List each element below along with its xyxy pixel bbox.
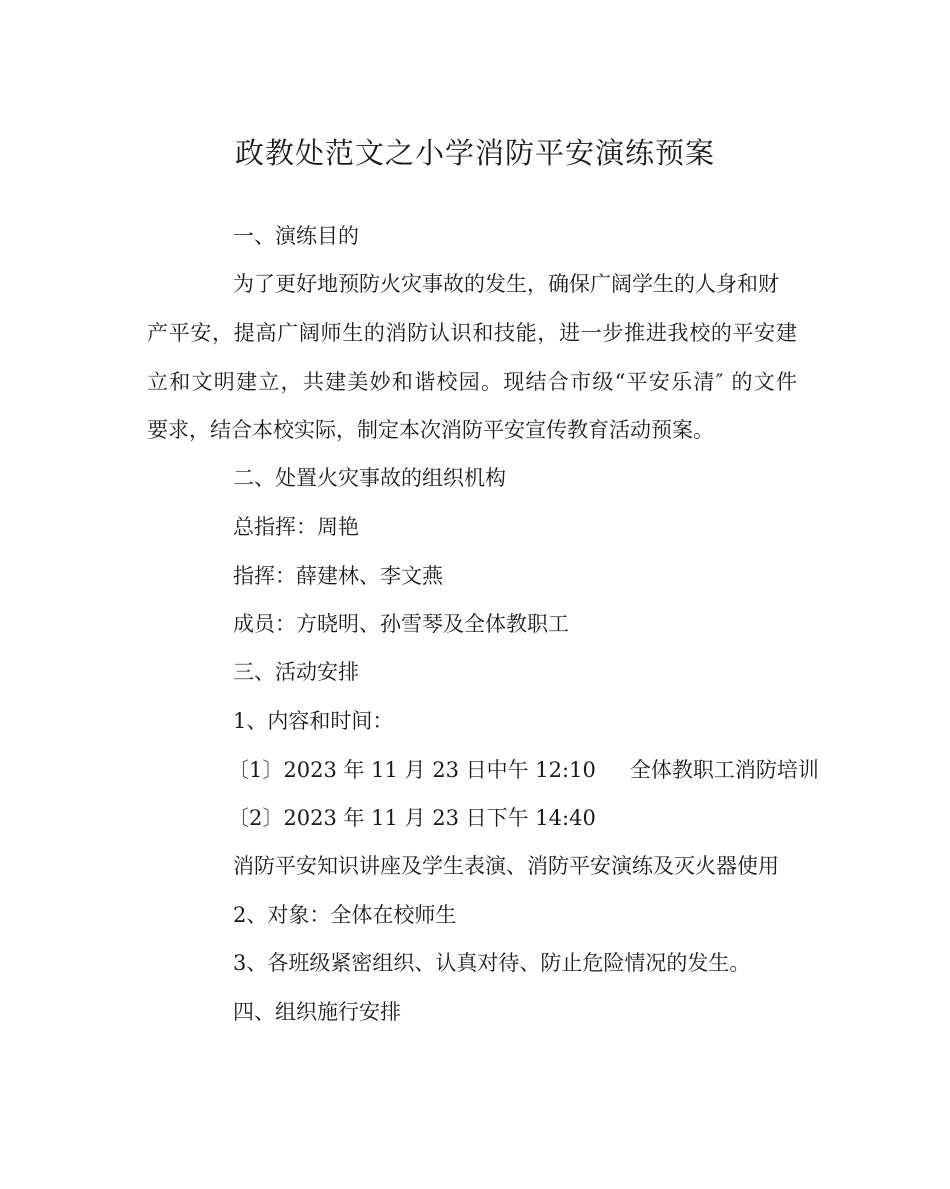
section-heading-activities: 三、活动安排 — [233, 660, 359, 684]
members-line: 成员：方晓明、孙雪琴及全体教职工 — [233, 612, 569, 636]
paragraph-purpose-line-3: 立和文明建立，共建美妙和谐校园。现结合市级“平安乐清″ 的文件 — [147, 370, 797, 394]
commander-line: 总指挥：周艳 — [233, 515, 359, 539]
paragraph-purpose-line-2: 产平安，提高广阔师生的消防认识和技能，进一步推进我校的平安建 — [147, 321, 797, 345]
schedule-item-1-time: 〔1〕2023 年 11 月 23 日中午 12:10 — [228, 758, 596, 782]
schedule-item-2-desc: 消防平安知识讲座及学生表演、消防平安演练及灭火器使用 — [233, 854, 779, 878]
paragraph-purpose-line-1: 为了更好地预防火灾事故的发生，确保广阔学生的人身和财 — [233, 272, 779, 296]
schedule-item-2-time: 〔2〕2023 年 11 月 23 日下午 14:40 — [228, 806, 596, 830]
section-heading-purpose: 一、演练目的 — [233, 224, 359, 248]
organization-note-item: 3、各班级紧密组织、认真对待、防止危险情况的发生。 — [233, 951, 751, 975]
audience-item: 2、对象：全体在校师生 — [233, 903, 457, 927]
directors-line: 指挥：薛建林、李文燕 — [233, 564, 443, 588]
content-time-item: 1、内容和时间： — [233, 709, 394, 733]
section-heading-implementation: 四、组织施行安排 — [233, 1000, 401, 1024]
schedule-item-1 — [228, 755, 819, 785]
schedule-item-1-desc: 全体教职工消防培训 — [629, 758, 819, 782]
section-heading-organization: 二、处置火灾事故的组织机构 — [233, 466, 506, 490]
paragraph-purpose-line-4: 要求，结合本校实际，制定本次消防平安宣传教育活动预案。 — [147, 418, 714, 442]
page-title: 政教处范文之小学消防平安演练预案 — [234, 136, 715, 170]
